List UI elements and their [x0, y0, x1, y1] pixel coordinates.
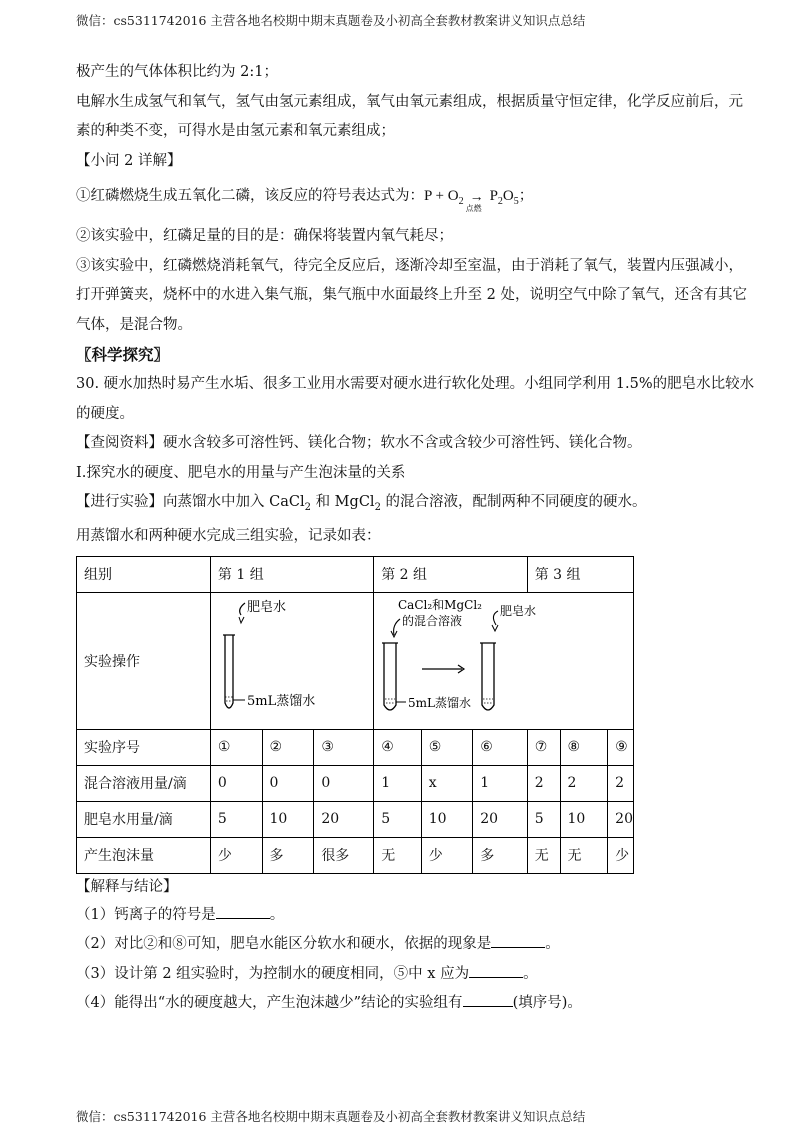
group-2-header: 第 2 组 — [374, 556, 527, 592]
group-2-3-figure-cell — [374, 592, 634, 729]
subquestion-2-item-3b: 打开弹簧夹，烧杯中的水进入集气瓶，集气瓶中水面最终上升至 2 处，说明空气中除了氧气，还含有其它 — [76, 287, 747, 303]
cell: ② — [262, 729, 314, 765]
table-row-groups — [77, 556, 634, 592]
cell: 20 — [473, 801, 527, 837]
soap-water-label-2: 肥皂水 — [500, 603, 537, 618]
operations-label-cell: 实验操作 — [77, 592, 211, 729]
page-header: 微信：cs5311742016 主营各地名校期中期末真题卷及小初高全套教材教案讲义知识点总结 — [76, 13, 586, 28]
reaction-arrow: → 点燃 — [465, 189, 484, 213]
table-row-operations — [77, 592, 634, 729]
answer-blank-1[interactable] — [216, 904, 270, 919]
subquestion-2-title: 【小问 2 详解】 — [76, 152, 182, 169]
cell: 2 — [608, 765, 634, 801]
subquestion-2-item-1: ①红磷燃烧生成五氧化二磷，该反应的符号表达式为：$P + O_2$ → 点燃 $P_2O_5$； — [76, 176, 736, 222]
distilled-water-label-2: 5mL蒸馏水 — [408, 695, 472, 710]
cell: ④ — [374, 729, 422, 765]
cell: 2 — [560, 765, 608, 801]
table-row-foam — [77, 837, 634, 873]
mixed-solution-label-2: 的混合溶液 — [402, 613, 463, 628]
cell: 0 — [210, 765, 262, 801]
subquestion-2-item-3c: 气体，是混合物。 — [76, 316, 192, 333]
cell: 20 — [314, 801, 374, 837]
question-stem-2: 的硬度。 — [76, 405, 134, 422]
intro-line-3: 素的种类不变，可得水是由氢元素和氧元素组成； — [76, 123, 395, 139]
cell: 多 — [262, 837, 314, 873]
test-tube-figure-1 — [211, 593, 365, 725]
cell: 2 — [527, 765, 560, 801]
cell: 5 — [210, 801, 262, 837]
cell: 5 — [527, 801, 560, 837]
cell: 多 — [473, 837, 527, 873]
cell: ① — [210, 729, 262, 765]
cell: 1 — [374, 765, 422, 801]
cell: ⑨ — [608, 729, 634, 765]
row-label: 混合溶液用量/滴 — [77, 765, 211, 801]
row-label: 实验序号 — [77, 729, 211, 765]
group-1-header: 第 1 组 — [210, 556, 373, 592]
cell: 无 — [560, 837, 608, 873]
group-3-header: 第 3 组 — [527, 556, 633, 592]
cell: 5 — [374, 801, 422, 837]
experiment-step: 【进行实验】向蒸馏水中加入 CaCl$_2$ 和 MgCl$_2$ 的混合溶液，配制两种不同硬度的硬水。 — [76, 494, 647, 513]
table-row-solution — [77, 765, 634, 801]
subquestion-2-item-2: ②该实验中，红磷足量的目的是：确保将装置内氧气耗尽； — [76, 228, 453, 244]
table-row-soap — [77, 801, 634, 837]
answer-blank-2[interactable] — [491, 933, 545, 948]
distilled-water-label-1: 5mL蒸馏水 — [246, 693, 316, 709]
conclusion-q3: （3）设计第 2 组实验时，为控制水的硬度相同，⑤中 x 应为 。 — [76, 960, 736, 990]
conclusion-q4: （4）能得出“水的硬度越大，产生泡沫越少”结论的实验组有 (填序号)。 — [76, 989, 736, 1019]
table-row-serial — [77, 729, 634, 765]
row-label: 肥皂水用量/滴 — [77, 801, 211, 837]
cell: 少 — [210, 837, 262, 873]
reaction-formula: $P + O_2$ → 点燃 $P_2O_5$ — [424, 188, 519, 204]
cell: 1 — [473, 765, 527, 801]
cell: x — [421, 765, 473, 801]
conclusion-q1: （1）钙离子的符号是 。 — [76, 901, 736, 931]
row-label: 产生泡沫量 — [77, 837, 211, 873]
reference-info: 【查阅资料】硬水含较多可溶性钙、镁化合物；软水不含或含较少可溶性钙、镁化合物。 — [76, 435, 642, 451]
intro-line-1: 极产生的气体体积比约为 2:1； — [76, 64, 278, 80]
soap-water-label: 肥皂水 — [246, 599, 286, 615]
question-stem-1: 30. 硬水加热时易产生水垢、很多工业用水需要对硬水进行软化处理。小组同学利用 1.5%的肥皂水比较水 — [76, 376, 755, 392]
cell: 10 — [560, 801, 608, 837]
part-1-title: I.探究水的硬度、肥皂水的用量与产生泡沫量的关系 — [76, 464, 406, 481]
cell: 0 — [314, 765, 374, 801]
page-footer: 微信：cs5311742016 主营各地名校期中期末真题卷及小初高全套教材教案讲义知识点总结 — [76, 1109, 586, 1124]
cell: ⑧ — [560, 729, 608, 765]
test-tube-figure-2 — [374, 593, 628, 725]
intro-line-2: 电解水生成氢气和氧气，氢气由氢元素组成，氧气由氧元素组成，根据质量守恒定律，化学反应前后，元 — [76, 93, 743, 110]
document-body — [76, 58, 755, 1019]
cell: ⑥ — [473, 729, 527, 765]
answer-blank-4[interactable] — [463, 992, 513, 1007]
cell: 无 — [527, 837, 560, 873]
section-title: 〖科学探究〗 — [76, 345, 170, 364]
cell: ⑤ — [421, 729, 473, 765]
experiment-table — [76, 556, 634, 874]
cell: 0 — [262, 765, 314, 801]
cell: 10 — [421, 801, 473, 837]
cell: 少 — [608, 837, 634, 873]
cell: ③ — [314, 729, 374, 765]
cell: 20 — [608, 801, 634, 837]
table-intro: 用蒸馏水和两种硬水完成三组实验，记录如表： — [76, 528, 381, 545]
group-label-cell: 组别 — [77, 556, 211, 592]
conclusion-q2: （2）对比②和⑧可知，肥皂水能区分软水和硬水，依据的现象是 。 — [76, 930, 736, 960]
subquestion-2-item-3a: ③该实验中，红磷燃烧消耗氧气，待完全反应后，逐渐冷却至室温，由于消耗了氧气，装置内压强减小， — [76, 257, 743, 274]
mixed-solution-label-1: CaCl₂和MgCl₂ — [398, 597, 483, 612]
cell: 很多 — [314, 837, 374, 873]
cell: 10 — [262, 801, 314, 837]
cell: 少 — [421, 837, 473, 873]
cell: ⑦ — [527, 729, 560, 765]
group-1-figure-cell — [210, 592, 373, 729]
conclusion-title: 【解释与结论】 — [76, 878, 178, 895]
answer-blank-3[interactable] — [469, 963, 523, 978]
cell: 无 — [374, 837, 422, 873]
